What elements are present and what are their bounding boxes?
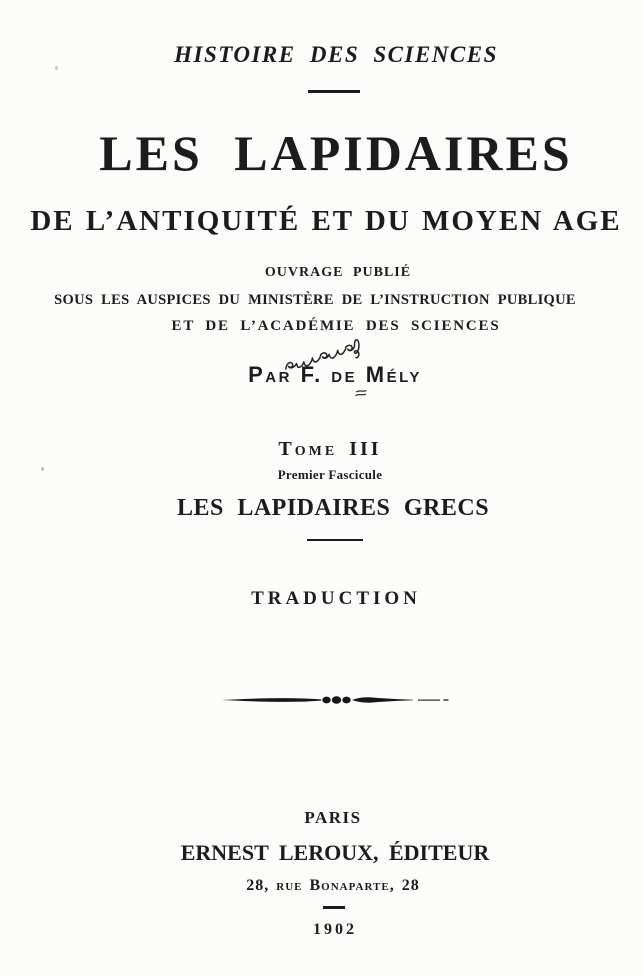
series-header: HISTOIRE DES SCIENCES (174, 42, 498, 67)
book-subtitle: DE L’ANTIQUITÉ ET DU MOYEN AGE (30, 205, 622, 237)
ornamental-divider-icon (222, 694, 450, 706)
header-rule (308, 90, 360, 93)
publication-note-line2: SOUS LES AUSPICES DU MINISTÈRE DE L’INSTRUCTION PUBLIQUE (54, 292, 576, 308)
handwritten-underline-squiggle-icon (355, 389, 372, 397)
publication-note-line3: ET DE L’ACADÉMIE DES SCIENCES (171, 318, 501, 334)
book-title: LES LAPIDAIRES (99, 125, 573, 181)
scan-speck (41, 467, 44, 471)
imprint-city: PARIS (304, 808, 362, 827)
genre-label: TRADUCTION (251, 588, 421, 609)
imprint-address: 28, rue Bonaparte, 28 (246, 877, 420, 894)
section-rule (307, 539, 363, 541)
author-byline: Par F. de Mély (248, 362, 422, 387)
fascicule-label: Premier Fascicule (277, 467, 383, 482)
publication-note-line1: OUVRAGE PUBLIÉ (264, 265, 412, 280)
imprint-year: 1902 (313, 921, 357, 938)
imprint-publisher: ERNEST LEROUX, ÉDITEUR (180, 840, 490, 865)
scan-speck (55, 66, 58, 70)
imprint-rule (323, 906, 345, 909)
volume-number: Tome III (278, 438, 382, 460)
section-title: LES LAPIDAIRES GRECS (176, 495, 490, 521)
